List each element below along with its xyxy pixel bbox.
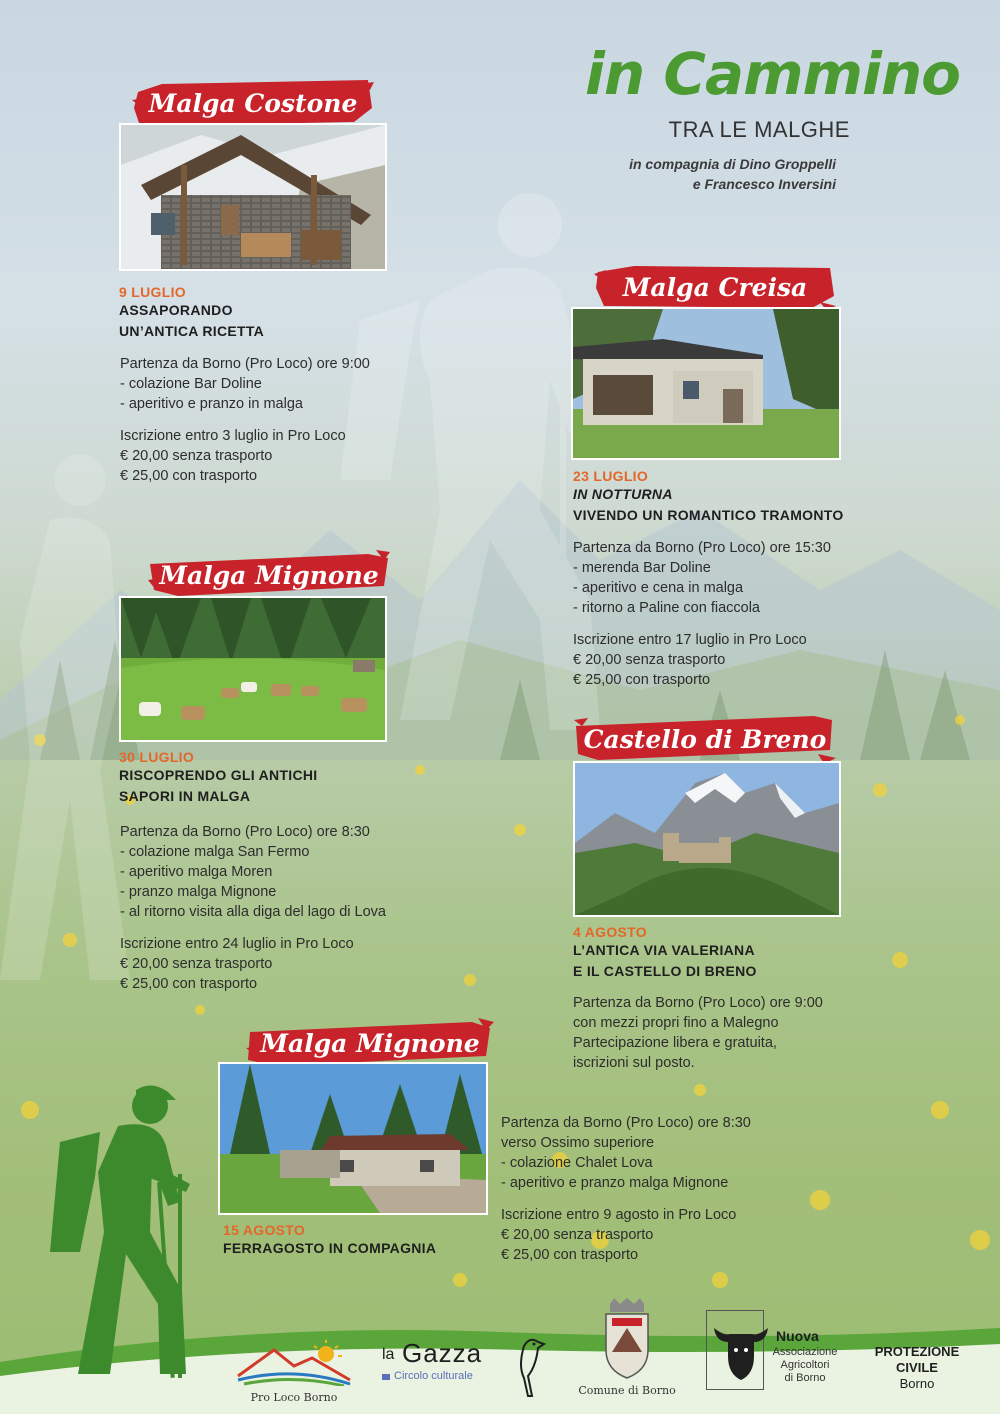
credits-line: e Francesco Inversini	[692, 176, 836, 192]
headline-line: SAPORI IN MALGA	[119, 788, 251, 804]
event-banner	[246, 1018, 494, 1068]
sponsor-name: Comune di Borno	[578, 1384, 676, 1397]
event-details	[573, 993, 873, 1073]
detail-line: - aperitivo e pranzo malga Mignone	[501, 1175, 729, 1191]
banner-label: Malga Mignone	[159, 560, 379, 590]
event-text-block	[573, 924, 873, 982]
nuova-line: Associazione	[772, 1346, 838, 1358]
headline-line: FERRAGOSTO IN COMPAGNIA	[223, 1240, 437, 1256]
headline-line: UN’ANTICA RICETTA	[119, 323, 265, 339]
event-text-block	[573, 468, 893, 526]
event-date: 23 LUGLIO	[573, 468, 649, 484]
event-details	[120, 822, 450, 994]
headline-line: RISCOPRENDO GLI ANTICHI	[119, 767, 318, 783]
event-banner	[148, 550, 390, 600]
price-line: € 20,00 senza trasporto	[120, 956, 273, 972]
event-headline	[119, 765, 399, 807]
nuova-title: Nuova	[776, 1328, 819, 1344]
detail-line: Partenza da Borno (Pro Loco) ore 8:30	[120, 824, 370, 840]
banner-label: Castello di Breno	[583, 724, 827, 754]
event-banner	[594, 262, 836, 312]
price-line: € 25,00 con trasporto	[120, 468, 258, 484]
detail-line: verso Ossimo superiore	[501, 1135, 655, 1151]
event-headline	[573, 484, 893, 526]
protezione-line: PROTEZIONE	[874, 1344, 960, 1359]
headline-line: E IL CASTELLO DI BRENO	[573, 963, 757, 979]
protezione-line: CIVILE	[896, 1360, 938, 1375]
photo-malga-creisa	[571, 307, 841, 460]
price-line: € 20,00 senza trasporto	[573, 652, 726, 668]
nuova-line: Agricoltori	[780, 1359, 830, 1371]
detail-line: Partecipazione libera e gratuita,	[573, 1035, 777, 1051]
detail-line: Partenza da Borno (Pro Loco) ore 8:30	[501, 1115, 751, 1131]
event-details	[573, 538, 873, 690]
registration-line: Iscrizione entro 3 luglio in Pro Loco	[120, 428, 346, 444]
detail-line: Partenza da Borno (Pro Loco) ore 9:00	[120, 356, 370, 372]
event-date: 15 AGOSTO	[223, 1222, 306, 1238]
registration-line: Iscrizione entro 17 luglio in Pro Loco	[573, 632, 807, 648]
detail-line: - aperitivo e cena in malga	[573, 580, 744, 596]
price-line: € 20,00 senza trasporto	[120, 448, 273, 464]
photo-castello-di-breno	[573, 761, 841, 917]
registration-line: Iscrizione entro 9 agosto in Pro Loco	[501, 1207, 737, 1223]
photo-malga-mignone-cows	[119, 596, 387, 742]
detail-line: con mezzi propri fino a Malegno	[573, 1015, 779, 1031]
gazza-name: Gazza	[402, 1338, 483, 1368]
photo-malga-mignone-chalet	[218, 1062, 488, 1215]
nuova-associazione-agricoltori-logo	[706, 1310, 846, 1406]
price-line: € 25,00 con trasporto	[573, 672, 711, 688]
page-title: in Cammino	[585, 40, 960, 108]
event-headline	[223, 1238, 483, 1259]
guides-credits	[560, 154, 836, 194]
event-text-block	[223, 1222, 483, 1259]
banner-label: Malga Costone	[148, 88, 358, 118]
detail-line: - colazione Bar Doline	[120, 376, 262, 392]
banner-label: Malga Creisa	[622, 272, 808, 302]
event-banner	[574, 714, 836, 764]
la-gazza-logo	[382, 1336, 552, 1400]
event-text-block	[119, 749, 399, 807]
headline-line: L’ANTICA VIA VALERIANA	[573, 942, 755, 958]
event-date: 30 LUGLIO	[119, 749, 195, 765]
registration-line: Iscrizione entro 24 luglio in Pro Loco	[120, 936, 354, 952]
event-date: 9 LUGLIO	[119, 284, 186, 300]
event-banner	[132, 78, 374, 128]
headline-line: VIVENDO UN ROMANTICO TRAMONTO	[573, 507, 844, 523]
detail-line: - colazione malga San Fermo	[120, 844, 310, 860]
headline-line: IN NOTTURNA	[573, 486, 673, 502]
event-date: 4 AGOSTO	[573, 924, 647, 940]
price-line: € 20,00 senza trasporto	[501, 1227, 654, 1243]
proloco-borno-logo	[234, 1340, 354, 1406]
detail-line: - aperitivo e pranzo in malga	[120, 396, 303, 412]
event-text-block	[119, 284, 379, 342]
photo-malga-costone	[119, 123, 387, 271]
event-headline	[573, 940, 873, 982]
event-details	[120, 354, 400, 486]
protezione-civile-logo	[862, 1344, 972, 1392]
detail-line: iscrizioni sul posto.	[573, 1055, 695, 1071]
nuova-subtitle	[764, 1346, 846, 1385]
banner-label: Malga Mignone	[260, 1028, 480, 1058]
detail-line: - aperitivo malga Moren	[120, 864, 273, 880]
comune-borno-crest	[572, 1298, 682, 1404]
detail-line: - al ritorno visita alla diga del lago di Lova	[120, 904, 386, 920]
price-line: € 25,00 con trasporto	[120, 976, 258, 992]
nuova-line: di Borno	[784, 1372, 826, 1384]
price-line: € 25,00 con trasporto	[501, 1247, 639, 1263]
event-headline	[119, 300, 379, 342]
hiker-icon	[40, 1082, 210, 1382]
credits-line: in compagnia di Dino Groppelli	[629, 156, 836, 172]
event-details	[501, 1113, 801, 1265]
headline-line: ASSAPORANDO	[119, 302, 233, 318]
detail-line: Partenza da Borno (Pro Loco) ore 9:00	[573, 995, 823, 1011]
detail-line: - colazione Chalet Lova	[501, 1155, 653, 1171]
gazza-prefix: la	[382, 1346, 395, 1363]
protezione-line: Borno	[899, 1376, 935, 1391]
detail-line: - merenda Bar Doline	[573, 560, 711, 576]
page-subtitle: TRA LE MALGHE	[668, 117, 850, 142]
gazza-subtitle: Circolo culturale	[394, 1370, 473, 1382]
detail-line: - ritorno a Paline con fiaccola	[573, 600, 760, 616]
detail-line: - pranzo malga Mignone	[120, 884, 277, 900]
detail-line: Partenza da Borno (Pro Loco) ore 15:30	[573, 540, 831, 556]
sponsor-name: Pro Loco Borno	[250, 1391, 338, 1404]
